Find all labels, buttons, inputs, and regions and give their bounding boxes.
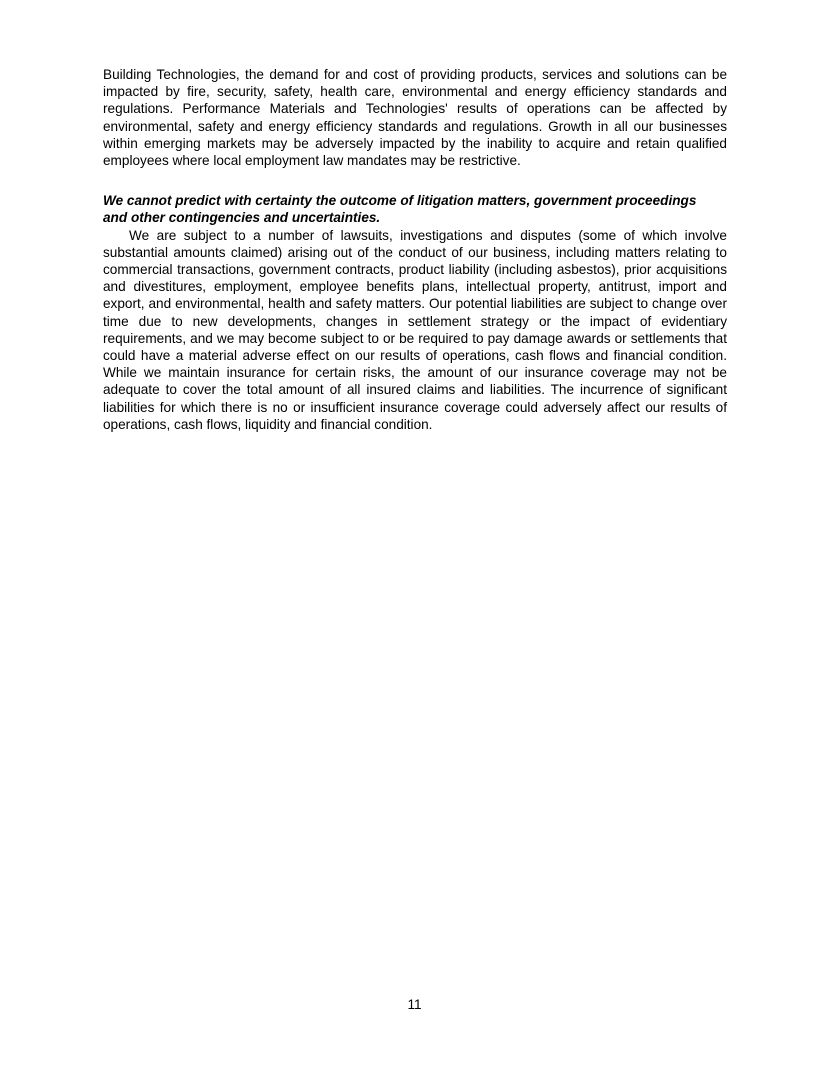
body-paragraph-building-technologies: Building Technologies, the demand for and cost of providing products, services and solutions can be impacted by fire, security, safety, health care, environmental and energy efficiency standards and regulations. Performance Materials and Technologies' results of operations can be affected by environmental, safety and energy efficiency standards and regulations. Growth in all our businesses within emerging markets may be adversely impacted by the inability to acquire and retain qualified employees where local employment law mandates may be restrictive. bbox=[103, 67, 727, 169]
section-heading-litigation: We cannot predict with certainty the outcome of litigation matters, government proceedings and other contingencies and uncertainties. bbox=[103, 193, 697, 226]
page-content bbox=[103, 66, 727, 433]
body-paragraph-litigation: We are subject to a number of lawsuits, investigations and disputes (some of which involve substantial amounts claimed) arising out of the conduct of our business, including matters relating to commercial transactions, government contracts, product liability (including asbestos), prior acquisitions and divestitures, employment, employee benefits plans, intellectual property, antitrust, import and export, and environmental, health and safety matters. Our potential liabilities are subject to change over time due to new developments, changes in settlement strategy or the impact of evidentiary requirements, and we may become subject to or be required to pay damage awards or settlements that could have a material adverse effect on our results of operations, cash flows and financial condition. While we maintain insurance for certain risks, the amount of our insurance coverage may not be adequate to cover the total amount of all insured claims and liabilities. The incurrence of significant liabilities for which there is no or insufficient insurance coverage could adversely affect our results of operations, cash flows, liquidity and financial condition. bbox=[103, 227, 727, 432]
page-number: 11 bbox=[407, 997, 422, 1012]
